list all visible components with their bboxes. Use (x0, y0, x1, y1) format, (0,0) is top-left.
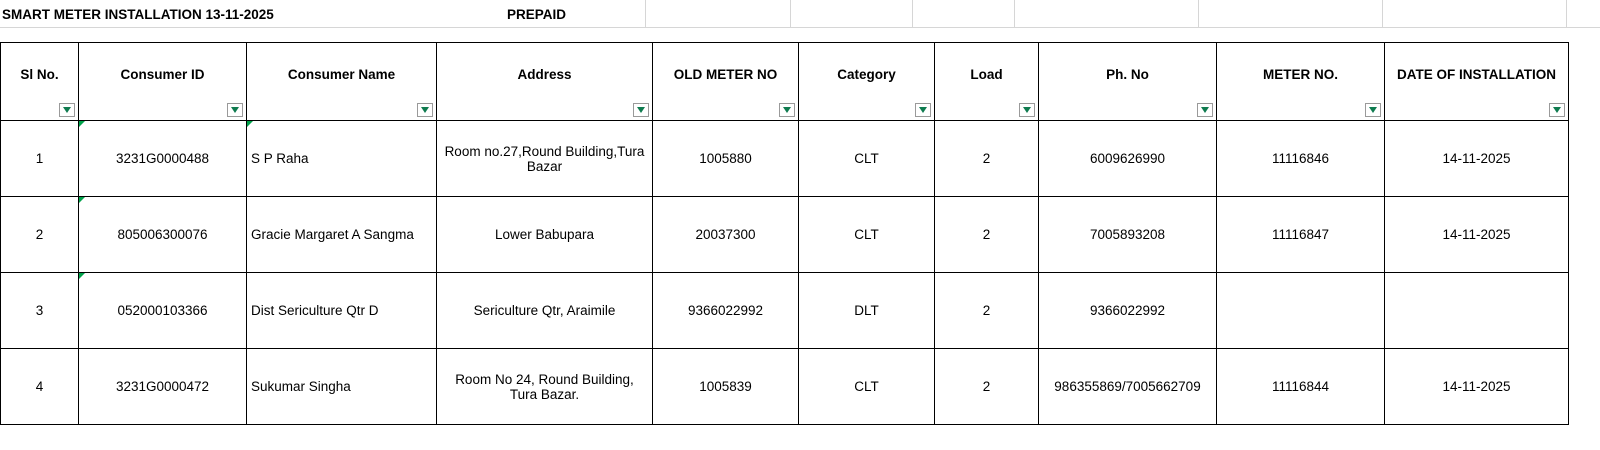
column-header-consumer-name[interactable] (247, 43, 437, 121)
cell-load[interactable]: 2 (935, 197, 1039, 273)
filter-dropdown-icon[interactable] (633, 103, 649, 117)
installation-table (0, 42, 1569, 425)
table-row[interactable] (1, 197, 1569, 273)
cell-address[interactable]: Room no.27,Round Building,Tura Bazar (437, 121, 653, 197)
cell-consumer-id[interactable] (79, 273, 247, 349)
cell-date-of-installation[interactable]: 14-11-2025 (1385, 121, 1569, 197)
row-gap (0, 28, 1600, 42)
cell-marker-icon (247, 121, 253, 127)
cell-ph-no[interactable]: 9366022992 (1039, 273, 1217, 349)
cell-marker-icon (79, 197, 85, 203)
column-header-label: Ph. No (1106, 66, 1149, 82)
cell-meter-no[interactable]: 11116844 (1217, 349, 1385, 425)
sheet-title: SMART METER INSTALLATION 13-11-2025 (2, 6, 274, 22)
filter-dropdown-icon[interactable] (1197, 103, 1213, 117)
column-header-label: Category (837, 66, 896, 82)
table-row[interactable] (1, 349, 1569, 425)
column-header-sl-no[interactable] (1, 43, 79, 121)
filter-dropdown-icon[interactable] (59, 103, 75, 117)
cell-consumer-name[interactable]: Gracie Margaret A Sangma (247, 197, 437, 273)
cell-ph-no[interactable]: 7005893208 (1039, 197, 1217, 273)
cell-load[interactable]: 2 (935, 273, 1039, 349)
cell-load[interactable]: 2 (935, 121, 1039, 197)
filter-dropdown-icon[interactable] (227, 103, 243, 117)
cell-marker-icon (79, 273, 85, 279)
cell-consumer-id[interactable] (79, 197, 247, 273)
column-header-label: OLD METER NO (673, 66, 778, 82)
filter-dropdown-icon[interactable] (915, 103, 931, 117)
title-row (0, 0, 1600, 28)
table-row[interactable] (1, 273, 1569, 349)
cell-meter-no[interactable]: 11116846 (1217, 121, 1385, 197)
column-header-date-of-installation[interactable] (1385, 43, 1569, 121)
filter-dropdown-icon[interactable] (1365, 103, 1381, 117)
cell-consumer-id[interactable] (79, 121, 247, 197)
cell-ph-no[interactable]: 6009626990 (1039, 121, 1217, 197)
cell-old-meter-no[interactable]: 1005839 (653, 349, 799, 425)
column-header-consumer-id[interactable] (79, 43, 247, 121)
cell-meter-no[interactable]: 11116847 (1217, 197, 1385, 273)
cell-old-meter-no[interactable]: 9366022992 (653, 273, 799, 349)
cell-date-of-installation[interactable]: 14-11-2025 (1385, 349, 1569, 425)
prepaid-label: PREPAID (507, 6, 567, 22)
cell-text: 3231G0000488 (115, 151, 210, 166)
column-header-label: METER NO. (1262, 66, 1338, 82)
table-header-row (1, 43, 1569, 121)
cell-category[interactable]: CLT (799, 349, 935, 425)
filter-dropdown-icon[interactable] (1549, 103, 1565, 117)
cell-address[interactable]: Lower Babupara (437, 197, 653, 273)
filter-dropdown-icon[interactable] (779, 103, 795, 117)
cell-category[interactable]: CLT (799, 197, 935, 273)
cell-date-of-installation[interactable]: 14-11-2025 (1385, 197, 1569, 273)
cell-sl-no[interactable]: 4 (1, 349, 79, 425)
column-header-label: Address (517, 66, 572, 82)
cell-meter-no[interactable] (1217, 273, 1385, 349)
column-header-label: Sl No. (20, 66, 59, 82)
cell-category[interactable]: DLT (799, 273, 935, 349)
cell-text: 052000103366 (117, 303, 208, 318)
column-header-label: Load (970, 66, 1003, 82)
cell-sl-no[interactable]: 3 (1, 273, 79, 349)
table-row[interactable] (1, 121, 1569, 197)
column-header-ph-no[interactable] (1039, 43, 1217, 121)
cell-text: S P Raha (251, 151, 309, 166)
cell-category[interactable]: CLT (799, 121, 935, 197)
cell-old-meter-no[interactable]: 20037300 (653, 197, 799, 273)
cell-sl-no[interactable]: 1 (1, 121, 79, 197)
cell-address[interactable]: Sericulture Qtr, Araimile (437, 273, 653, 349)
column-header-label: DATE OF INSTALLATION (1397, 66, 1556, 82)
column-header-label: Consumer ID (120, 66, 205, 82)
column-header-load[interactable] (935, 43, 1039, 121)
cell-ph-no[interactable]: 986355869/7005662709 (1039, 349, 1217, 425)
cell-consumer-name[interactable]: Sukumar Singha (247, 349, 437, 425)
cell-date-of-installation[interactable] (1385, 273, 1569, 349)
cell-old-meter-no[interactable]: 1005880 (653, 121, 799, 197)
filter-dropdown-icon[interactable] (417, 103, 433, 117)
cell-marker-icon (79, 121, 85, 127)
cell-load[interactable]: 2 (935, 349, 1039, 425)
filter-dropdown-icon[interactable] (1019, 103, 1035, 117)
cell-consumer-name[interactable] (247, 121, 437, 197)
cell-text: 805006300076 (117, 227, 208, 242)
cell-address[interactable]: Room No 24, Round Building, Tura Bazar. (437, 349, 653, 425)
cell-consumer-name[interactable]: Dist Sericulture Qtr D (247, 273, 437, 349)
cell-sl-no[interactable]: 2 (1, 197, 79, 273)
column-header-category[interactable] (799, 43, 935, 121)
column-header-label: Consumer Name (287, 66, 396, 82)
column-header-address[interactable] (437, 43, 653, 121)
column-header-meter-no[interactable] (1217, 43, 1385, 121)
cell-consumer-id[interactable]: 3231G0000472 (79, 349, 247, 425)
column-header-old-meter-no[interactable] (653, 43, 799, 121)
